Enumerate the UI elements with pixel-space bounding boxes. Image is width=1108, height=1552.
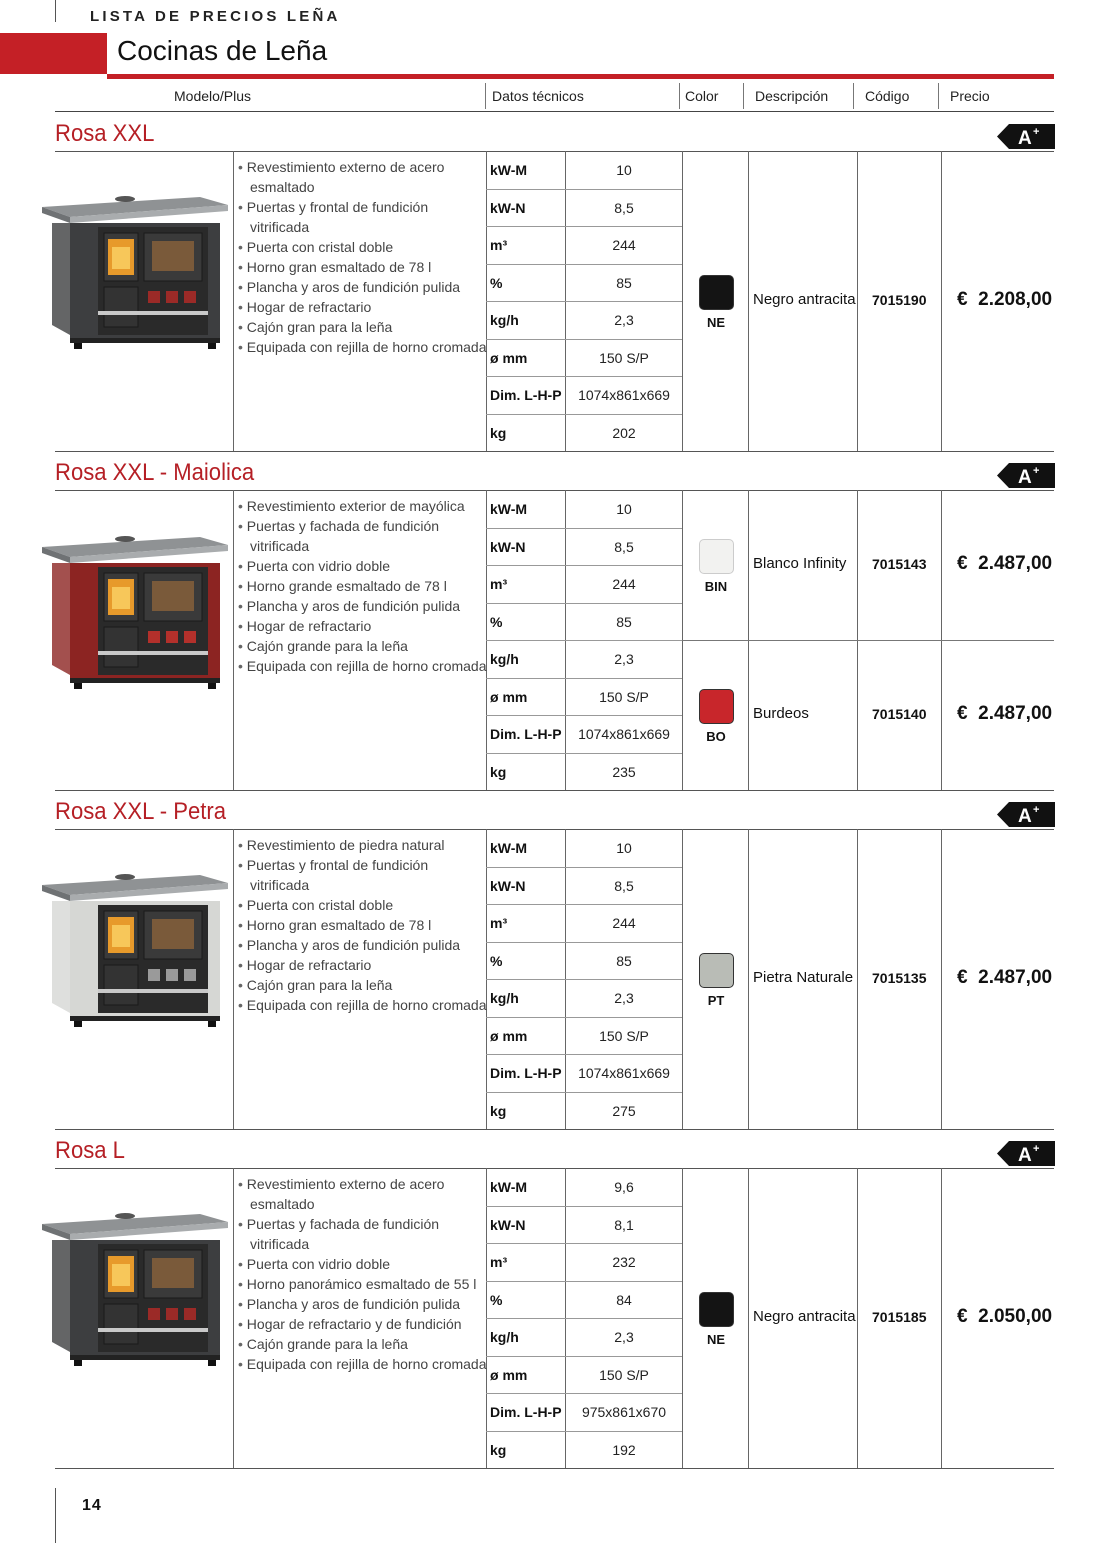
col-header-descripcion: Descripción bbox=[755, 88, 829, 104]
stove-illustration bbox=[40, 853, 230, 1033]
feature-item: • Cajón grande para la leña bbox=[238, 636, 488, 656]
spec-value: 1074x861x669 bbox=[578, 1065, 670, 1081]
spec-row-line bbox=[486, 189, 682, 190]
col-header-precio: Precio bbox=[950, 88, 990, 104]
color-swatch bbox=[699, 689, 734, 724]
page-title: Cocinas de Leña bbox=[117, 35, 328, 66]
feature-item: • Plancha y aros de fundición pulida bbox=[238, 596, 488, 616]
spec-label: kW-N bbox=[490, 538, 526, 555]
spec-row-line bbox=[486, 264, 682, 265]
product-title: Rosa XXL - Petra bbox=[55, 798, 226, 825]
spec-row-line bbox=[486, 640, 682, 641]
table-column-line bbox=[857, 1168, 858, 1468]
color-description: Burdeos bbox=[753, 705, 809, 722]
feature-item: • Equipada con rejilla de horno cromada bbox=[238, 1354, 488, 1374]
spec-label: % bbox=[490, 274, 503, 291]
svg-text:+: + bbox=[1033, 465, 1040, 477]
color-swatch bbox=[699, 275, 734, 310]
energy-arrow-icon bbox=[997, 463, 1055, 488]
svg-text:+: + bbox=[1033, 126, 1040, 138]
energy-class-badge bbox=[997, 1141, 1055, 1166]
spec-value: 8,5 bbox=[614, 199, 634, 216]
spec-value: 8,5 bbox=[614, 538, 634, 555]
color-code: BIN bbox=[704, 579, 728, 594]
feature-item: • Cajón gran para la leña bbox=[238, 975, 488, 995]
energy-arrow-icon bbox=[997, 802, 1055, 827]
spec-value: 2,3 bbox=[614, 651, 634, 667]
spec-value: 84 bbox=[616, 1291, 632, 1308]
svg-text:A: A bbox=[1018, 1145, 1032, 1166]
spec-label: m³ bbox=[490, 1254, 508, 1270]
feature-item: • Revestimiento externo de acero esmaltado bbox=[238, 157, 488, 197]
col-header-codigo: Código bbox=[865, 88, 910, 104]
spec-row-line bbox=[486, 1054, 682, 1055]
stove-illustration bbox=[40, 515, 230, 695]
spec-row-line bbox=[486, 867, 682, 868]
product-code: 7015143 bbox=[872, 556, 927, 572]
variant-separator bbox=[682, 640, 1054, 641]
product-code: 7015185 bbox=[872, 1309, 927, 1325]
feature-item: • Equipada con rejilla de horno cromada bbox=[238, 656, 488, 676]
spec-label: Dim. L-H-P bbox=[490, 387, 562, 403]
spec-value: 10 bbox=[616, 840, 632, 856]
spec-label: Dim. L-H-P bbox=[490, 726, 562, 742]
table-column-line bbox=[857, 829, 858, 1129]
color-description: Pietra Naturale bbox=[753, 969, 854, 986]
spec-value: 8,1 bbox=[614, 1216, 634, 1233]
feature-item: • Plancha y aros de fundición pulida bbox=[238, 277, 488, 297]
table-column-line bbox=[748, 1168, 749, 1468]
feature-item: • Equipada con rejilla de horno cromada bbox=[238, 995, 488, 1015]
svg-text:A: A bbox=[1018, 467, 1032, 488]
spec-row-line bbox=[486, 1092, 682, 1093]
product-price: € 2.208,00 bbox=[957, 289, 1053, 310]
spec-value: 202 bbox=[612, 424, 636, 441]
spec-value: 275 bbox=[612, 1102, 636, 1119]
spec-label: kg bbox=[490, 1102, 507, 1119]
feature-item: • Puertas y frontal de fundición vitrificada bbox=[238, 197, 488, 237]
section-bottom-line bbox=[55, 451, 1054, 452]
spec-label: ø mm bbox=[490, 1027, 528, 1044]
section-bottom-line bbox=[55, 1468, 1054, 1469]
color-code: NE bbox=[706, 315, 726, 330]
product-price: € 2.487,00 bbox=[957, 553, 1053, 574]
header-divider bbox=[55, 111, 1054, 112]
spec-label: kg/h bbox=[490, 990, 519, 1006]
stove-image bbox=[40, 175, 230, 360]
header-red-band bbox=[0, 33, 107, 74]
table-column-line bbox=[233, 151, 234, 451]
col-separator bbox=[853, 83, 854, 109]
spec-row-line bbox=[486, 301, 682, 302]
spec-row-line bbox=[486, 678, 682, 679]
spec-label: m³ bbox=[490, 237, 508, 253]
spec-value: 85 bbox=[616, 613, 632, 630]
section-top-line bbox=[55, 490, 1054, 491]
col-separator bbox=[743, 83, 744, 109]
feature-item: • Revestimiento externo de acero esmaltado bbox=[238, 1174, 488, 1214]
spec-label: kW-M bbox=[490, 501, 528, 517]
spec-label: ø mm bbox=[490, 349, 528, 366]
table-column-line bbox=[233, 829, 234, 1129]
energy-class-badge bbox=[997, 124, 1055, 149]
spec-row-line bbox=[486, 1243, 682, 1244]
col-separator bbox=[938, 83, 939, 109]
spec-value: 85 bbox=[616, 274, 632, 291]
feature-item: • Horno grande esmaltado de 78 l bbox=[238, 576, 488, 596]
feature-list bbox=[238, 835, 488, 1015]
table-column-line bbox=[748, 151, 749, 451]
col-header-datos: Datos técnicos bbox=[492, 88, 584, 104]
spec-label: ø mm bbox=[490, 1366, 528, 1383]
spec-label: kg bbox=[490, 424, 507, 441]
spec-label: m³ bbox=[490, 576, 508, 592]
spec-row-line bbox=[486, 226, 682, 227]
feature-item: • Plancha y aros de fundición pulida bbox=[238, 935, 488, 955]
section-top-line bbox=[55, 1168, 1054, 1169]
spec-label: kW-N bbox=[490, 1216, 526, 1233]
spec-row-line bbox=[486, 414, 682, 415]
color-code: PT bbox=[707, 993, 725, 1008]
spec-value: 244 bbox=[612, 576, 636, 592]
spec-value: 244 bbox=[612, 237, 636, 253]
feature-item: • Horno panorámico esmaltado de 55 l bbox=[238, 1274, 488, 1294]
table-column-line bbox=[941, 1168, 942, 1468]
energy-arrow-icon bbox=[997, 124, 1055, 149]
spec-label: kg/h bbox=[490, 1329, 519, 1345]
spec-row-line bbox=[486, 1356, 682, 1357]
col-separator bbox=[485, 83, 486, 109]
color-description: Negro antracita bbox=[753, 1308, 856, 1325]
spec-value: 235 bbox=[612, 763, 636, 780]
spec-row-line bbox=[486, 376, 682, 377]
svg-text:A: A bbox=[1018, 806, 1032, 827]
feature-item: • Cajón gran para la leña bbox=[238, 317, 488, 337]
spec-label: kW-M bbox=[490, 840, 528, 856]
product-code: 7015135 bbox=[872, 970, 927, 986]
table-column-line bbox=[233, 1168, 234, 1468]
spec-row-line bbox=[486, 1206, 682, 1207]
energy-class-badge bbox=[997, 463, 1055, 488]
svg-text:+: + bbox=[1033, 804, 1040, 816]
feature-item: • Puerta con vidrio doble bbox=[238, 1254, 488, 1274]
spec-value: 10 bbox=[616, 162, 632, 178]
spec-row-line bbox=[486, 1431, 682, 1432]
spec-row-line bbox=[486, 942, 682, 943]
feature-item: • Revestimiento de piedra natural bbox=[238, 835, 488, 855]
feature-list bbox=[238, 496, 488, 676]
product-price: € 2.487,00 bbox=[957, 703, 1053, 724]
product-price: € 2.050,00 bbox=[957, 1306, 1053, 1327]
color-swatch bbox=[699, 539, 734, 574]
spec-value: 232 bbox=[612, 1254, 636, 1270]
color-swatch bbox=[699, 1292, 734, 1327]
svg-text:A: A bbox=[1018, 128, 1032, 149]
spec-value: 244 bbox=[612, 915, 636, 931]
spec-value: 8,5 bbox=[614, 877, 634, 894]
spec-row-line bbox=[486, 603, 682, 604]
header-red-rule bbox=[107, 74, 1054, 79]
spec-row-line bbox=[486, 339, 682, 340]
spec-row-line bbox=[486, 1281, 682, 1282]
spec-value: 1074x861x669 bbox=[578, 726, 670, 742]
stove-image bbox=[40, 1192, 230, 1377]
stove-image bbox=[40, 853, 230, 1038]
spec-value: 2,3 bbox=[614, 1329, 634, 1345]
spec-value: 150 S/P bbox=[599, 1027, 649, 1044]
spec-value: 192 bbox=[612, 1441, 636, 1458]
feature-item: • Equipada con rejilla de horno cromada bbox=[238, 337, 488, 357]
spec-row-line bbox=[486, 1393, 682, 1394]
energy-arrow-icon bbox=[997, 1141, 1055, 1166]
product-title: Rosa XXL bbox=[55, 120, 155, 147]
product-price: € 2.487,00 bbox=[957, 967, 1053, 988]
feature-item: • Puertas y fachada de fundición vitrificada bbox=[238, 516, 488, 556]
col-header-modelo: Modelo/Plus bbox=[174, 88, 252, 104]
table-column-line bbox=[748, 829, 749, 1129]
feature-item: • Horno gran esmaltado de 78 l bbox=[238, 257, 488, 277]
product-title: Rosa XXL - Maiolica bbox=[55, 459, 255, 486]
stove-illustration bbox=[40, 175, 230, 355]
feature-list bbox=[238, 1174, 488, 1374]
feature-list bbox=[238, 157, 488, 357]
spec-value: 85 bbox=[616, 952, 632, 969]
feature-item: • Cajón grande para la leña bbox=[238, 1334, 488, 1354]
page-number: 14 bbox=[82, 1497, 102, 1514]
table-column-line bbox=[682, 151, 683, 451]
section-top-line bbox=[55, 151, 1054, 152]
col-header-color: Color bbox=[685, 88, 719, 104]
spec-value: 150 S/P bbox=[599, 688, 649, 705]
feature-item: • Revestimiento exterior de mayólica bbox=[238, 496, 488, 516]
spec-label: kW-M bbox=[490, 162, 528, 178]
spec-label: kg bbox=[490, 1441, 507, 1458]
stove-image bbox=[40, 515, 230, 700]
spec-label: kW-M bbox=[490, 1179, 528, 1195]
feature-item: • Hogar de refractario y de fundición bbox=[238, 1314, 488, 1334]
spec-row-line bbox=[486, 753, 682, 754]
spec-label: % bbox=[490, 1291, 503, 1308]
color-swatch bbox=[699, 953, 734, 988]
left-margin-rule-top bbox=[55, 0, 56, 22]
feature-item: • Puertas y frontal de fundición vitrificada bbox=[238, 855, 488, 895]
product-code: 7015140 bbox=[872, 706, 927, 722]
header-kicker: LISTA DE PRECIOS LEÑA bbox=[90, 8, 341, 25]
feature-item: • Hogar de refractario bbox=[238, 955, 488, 975]
feature-item: • Plancha y aros de fundición pulida bbox=[238, 1294, 488, 1314]
feature-item: • Puerta con cristal doble bbox=[238, 237, 488, 257]
feature-item: • Hogar de refractario bbox=[238, 616, 488, 636]
table-column-line bbox=[233, 490, 234, 790]
spec-row-line bbox=[486, 979, 682, 980]
spec-value: 1074x861x669 bbox=[578, 387, 670, 403]
product-code: 7015190 bbox=[872, 292, 927, 308]
stove-illustration bbox=[40, 1192, 230, 1372]
spec-label: m³ bbox=[490, 915, 508, 931]
product-title: Rosa L bbox=[55, 1137, 125, 1164]
feature-item: • Horno gran esmaltado de 78 l bbox=[238, 915, 488, 935]
table-column-line bbox=[941, 151, 942, 451]
spec-row-line bbox=[486, 528, 682, 529]
left-margin-rule-bottom bbox=[55, 1488, 56, 1543]
feature-item: • Hogar de refractario bbox=[238, 297, 488, 317]
color-description: Blanco Infinity bbox=[753, 555, 847, 572]
spec-value: 150 S/P bbox=[599, 349, 649, 366]
spec-label: kg/h bbox=[490, 312, 519, 328]
color-code: NE bbox=[706, 1332, 726, 1347]
spec-value: 10 bbox=[616, 501, 632, 517]
spec-label: Dim. L-H-P bbox=[490, 1404, 562, 1420]
section-bottom-line bbox=[55, 1129, 1054, 1130]
spec-value: 150 S/P bbox=[599, 1366, 649, 1383]
table-column-line bbox=[682, 829, 683, 1129]
table-column-line bbox=[682, 1168, 683, 1468]
spec-row-line bbox=[486, 904, 682, 905]
table-column-line bbox=[857, 151, 858, 451]
spec-value: 2,3 bbox=[614, 990, 634, 1006]
section-bottom-line bbox=[55, 790, 1054, 791]
spec-label: ø mm bbox=[490, 688, 528, 705]
spec-value: 2,3 bbox=[614, 312, 634, 328]
spec-label: kW-N bbox=[490, 877, 526, 894]
color-code: BO bbox=[706, 729, 726, 744]
section-top-line bbox=[55, 829, 1054, 830]
energy-class-badge bbox=[997, 802, 1055, 827]
spec-label: % bbox=[490, 952, 503, 969]
spec-row-line bbox=[486, 1017, 682, 1018]
table-column-line bbox=[941, 829, 942, 1129]
feature-item: • Puerta con cristal doble bbox=[238, 895, 488, 915]
spec-row-line bbox=[486, 565, 682, 566]
spec-value: 9,6 bbox=[614, 1179, 634, 1195]
spec-row-line bbox=[486, 1318, 682, 1319]
col-separator bbox=[679, 83, 680, 109]
spec-label: kg bbox=[490, 763, 507, 780]
spec-label: % bbox=[490, 613, 503, 630]
svg-text:+: + bbox=[1033, 1143, 1040, 1155]
spec-value: 975x861x670 bbox=[581, 1404, 667, 1420]
feature-item: • Puerta con vidrio doble bbox=[238, 556, 488, 576]
feature-item: • Puertas y fachada de fundición vitrificada bbox=[238, 1214, 488, 1254]
spec-label: kW-N bbox=[490, 199, 526, 216]
spec-label: Dim. L-H-P bbox=[490, 1065, 562, 1081]
spec-label: kg/h bbox=[490, 651, 519, 667]
spec-row-line bbox=[486, 715, 682, 716]
color-description: Negro antracita bbox=[753, 291, 856, 308]
